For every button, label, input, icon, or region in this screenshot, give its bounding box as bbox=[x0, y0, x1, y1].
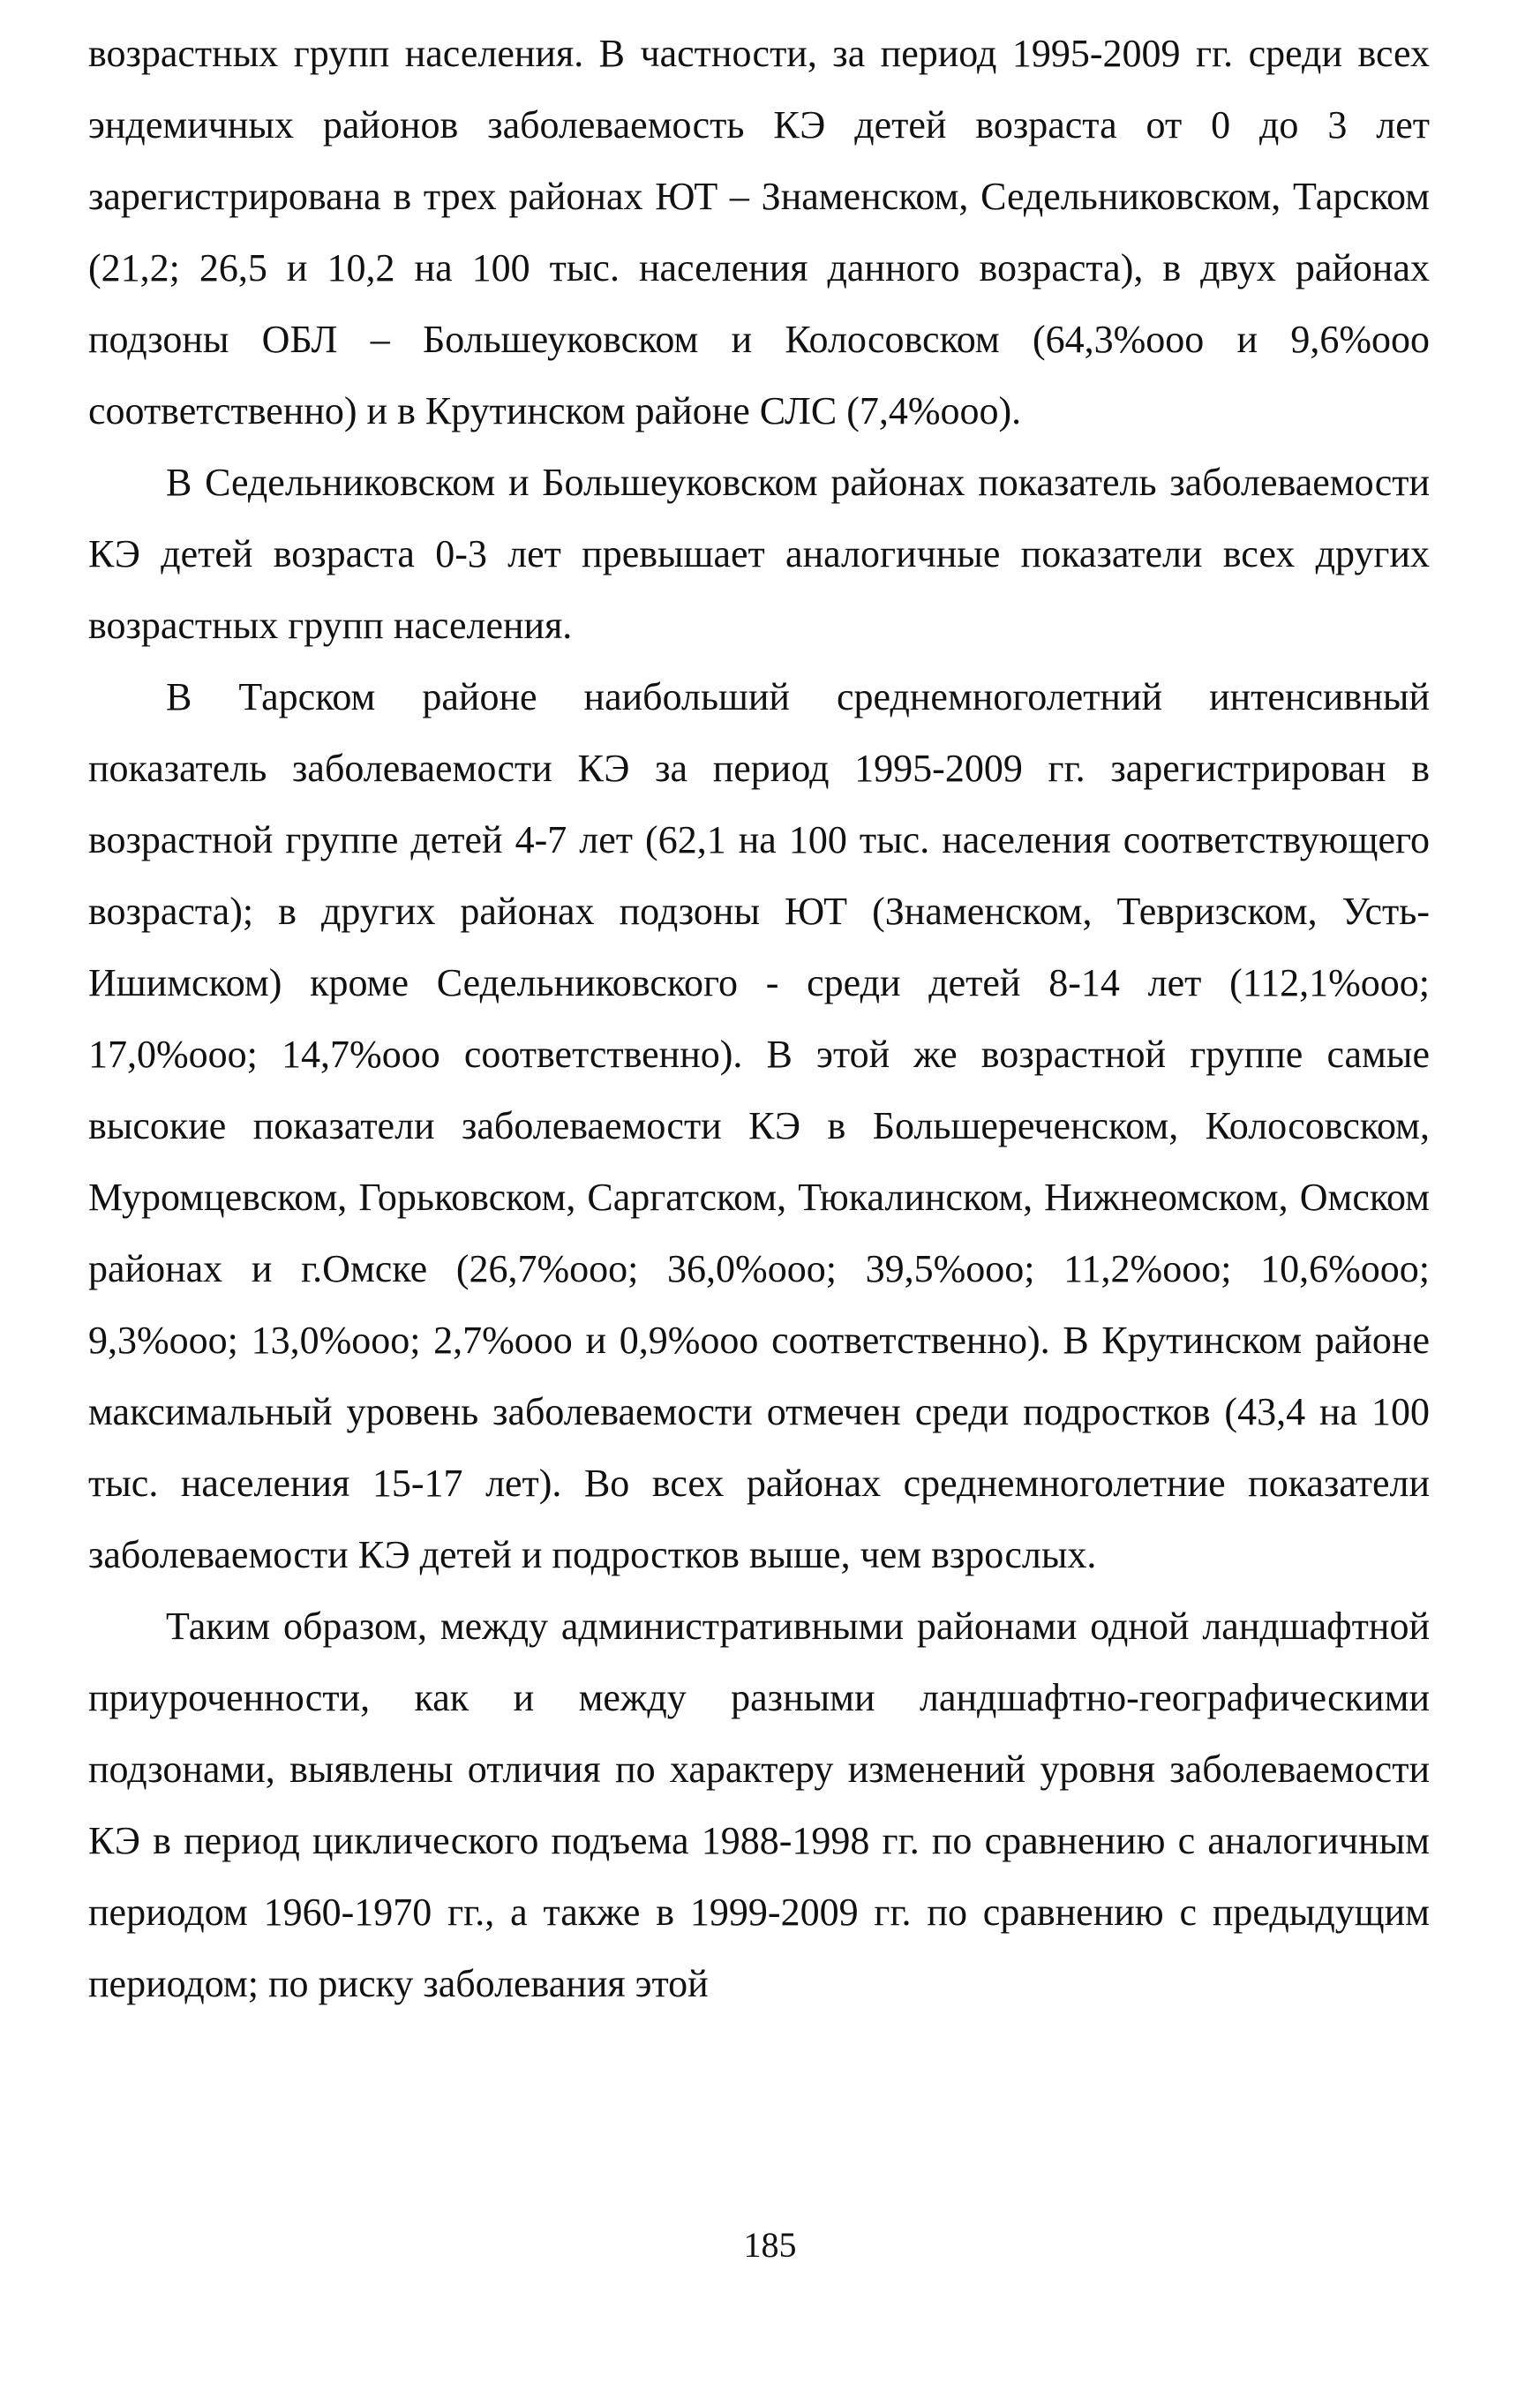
page-number: 185 bbox=[743, 2225, 797, 2265]
paragraph-2: В Седельниковском и Большеуковском районах показатель заболеваемости КЭ детей возраста 0-3 лет превышает аналогичные показатели всех других возрастных групп населения. bbox=[88, 461, 1430, 647]
paragraph-3: В Тарском районе наибольший среднемноголетний интенсивный показатель заболеваемости КЭ за период 1995-2009 гг. зарегистрирован в возрастной группе детей 4-7 лет (62,1 на 100 тыс. населения соответствующего возраста); в других районах подзоны ЮТ (Знаменском, Тевризском, Усть-Ишимском) кроме Седельниковского - среди детей 8-14 лет (112,1%ооо; 17,0%ооо; 14,7%ооо соответственно). В этой же возрастной группе самые высокие показатели заболеваемости КЭ в Большереченском, Колосовском, Муромцевском, Горьковском, Саргатском, Тюкалинском, Нижнеомском, Омском районах и г.Омске (26,7%ооо; 36,0%ооо; 39,5%ооо; 11,2%ооо; 10,6%ооо; 9,3%ооо; 13,0%ооо; 2,7%ооо и 0,9%ооо соответственно). В Крутинском районе максимальный уровень заболеваемости отмечен среди подростков (43,4 на 100 тыс. населения 15-17 лет). Во всех районах среднемноголетние показатели заболеваемости КЭ детей и подростков выше, чем взрослых. bbox=[88, 675, 1430, 1576]
paragraph-1: возрастных групп населения. В частности, за период 1995-2009 гг. среди всех эндемичных районов заболеваемость КЭ детей возраста от 0 до 3 лет зарегистрирована в трех районах ЮТ – Знаменском, Седельниковском, Тарском (21,2; 26,5 и 10,2 на 100 тыс. населения данного возраста), в двух районах подзоны ОБЛ – Большеуковском и Колосовском (64,3%ооо и 9,6%ооо соответственно) и в Крутинском районе СЛС (7,4%ооо). bbox=[88, 32, 1430, 432]
paragraph-4: Таким образом, между административными районами одной ландшафтной приуроченности, как и между разными ландшафтно-географическими подзонами, выявлены отличия по характеру изменений уровня заболеваемости КЭ в период циклического подъема 1988-1998 гг. по сравнению с аналогичным периодом 1960-1970 гг., а также в 1999-2009 гг. по сравнению с предыдущим периодом; по риску заболевания этой bbox=[88, 1605, 1430, 2005]
document-page bbox=[88, 18, 1430, 2019]
